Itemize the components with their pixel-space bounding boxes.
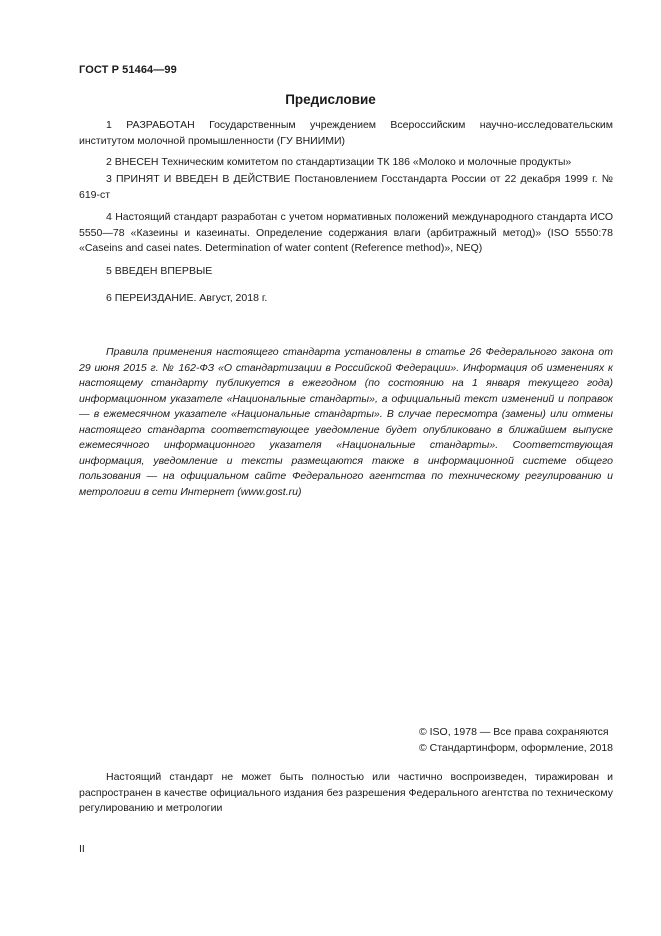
- reproduction-notice: Настоящий стандарт не может быть полностью или частично воспроизведен, тиражирован и распространен в качестве официального издания без разрешения Федерального агентства по техническому регулированию и метрологии: [79, 771, 613, 814]
- copyright-iso: © ISO, 1978 — Все права сохраняются: [418, 726, 609, 738]
- application-rules-notice: Правила применения настоящего стандарта установлены в статье 26 Федерального закона от 29 июня 2015 г. № 162-ФЗ «О стандартизации в Российской Федерации». Информация об изменениях к настоящему стандарту публикуется в ежегодном (по состоянию на 1 января текущего года) информационном указателе «Национальные стандарты», а официальный текст изменений и поправок — в ежемесячном указателе «Национальные стандарты». В случае пересмотра (замены) или отмены настоящего стандарта соответствующее уведомление будет опубликовано в ближайшем выпуске ежемесячного информационного указателя «Национальные стандарты». Соответствующая информация, уведомление и тексты размещаются также в информационной системе общего пользования — на официальном сайте Федерального агентства по техническому регулированию и метрологии в сети Интернет (www.gost.ru): [79, 346, 613, 498]
- standard-designation: ГОСТ Р 51464—99: [79, 64, 177, 76]
- page-number: II: [79, 843, 85, 855]
- foreword-item-adopted: 3 ПРИНЯТ И ВВЕДЕН В ДЕЙСТВИЕ Постановлением Госстандарта России от 22 декабря 1999 г. № 619-ст: [79, 173, 613, 201]
- foreword-item-introduced: 2 ВНЕСЕН Техническим комитетом по стандартизации ТК 186 «Молоко и молочные продукты»: [106, 156, 572, 168]
- foreword-item-developed: 1 РАЗРАБОТАН Государственным учреждением Всероссийским научно-исследовательским институтом молочной промышленности (ГУ ВНИИМИ): [79, 119, 613, 147]
- copyright-standartinform: © Стандартинформ, оформление, 2018: [418, 741, 613, 754]
- copyright-block: [419, 725, 613, 756]
- page-title: Предисловие: [285, 92, 376, 107]
- foreword-item-reissue: 6 ПЕРЕИЗДАНИЕ. Август, 2018 г.: [106, 292, 268, 304]
- foreword-item-basis: 4 Настоящий стандарт разработан с учетом нормативных положений международного стандарта ИСО 5550—78 «Казеины и казеинаты. Определение содержания влаги (арбитражный метод)» (ISO 5550:78 «Caseins and casei nates. Determination of water content (Reference method)», NEQ): [79, 211, 613, 254]
- foreword-item-first-introduced: 5 ВВЕДЕН ВПЕРВЫЕ: [106, 265, 213, 277]
